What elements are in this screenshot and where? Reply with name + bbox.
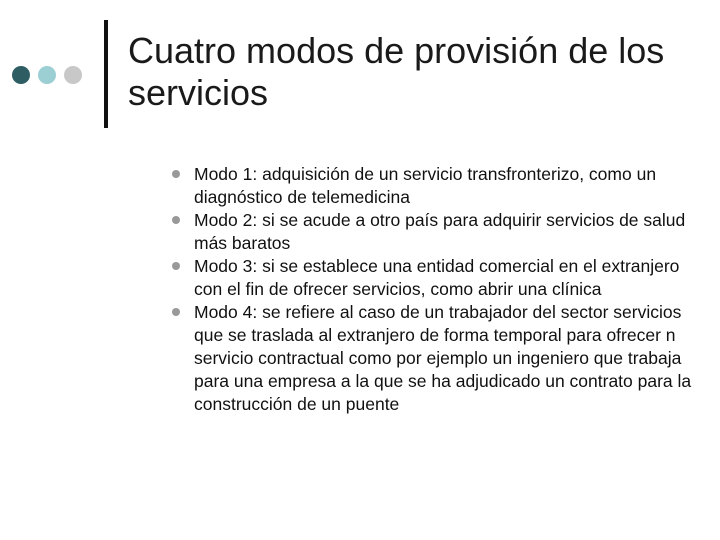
bullet-icon bbox=[172, 170, 180, 178]
bullet-list bbox=[172, 163, 700, 416]
bullet-icon bbox=[172, 262, 180, 270]
title-divider bbox=[104, 20, 108, 128]
grey-dot-icon bbox=[64, 66, 82, 84]
bullet-text: Modo 3: si se establece una entidad comercial en el extranjero con el fin de ofrecer servicios, como abrir una clínica bbox=[194, 256, 680, 299]
bullet-icon bbox=[172, 216, 180, 224]
bullet-item-mode-3 bbox=[172, 255, 700, 301]
bullet-text: Modo 4: se refiere al caso de un trabajador del sector servicios que se traslada al extranjero de forma temporal para ofrecer n servicio contractual como por ejemplo un ingeniero que trabaja para una empresa a la que se ha adjudicado un contrato para la construcción de un puente bbox=[194, 302, 692, 414]
slide-title: Cuatro modos de provisión de los servicios bbox=[128, 30, 665, 113]
decorative-dots bbox=[12, 66, 90, 84]
light-teal-dot-icon bbox=[38, 66, 56, 84]
dark-teal-dot-icon bbox=[12, 66, 30, 84]
bullet-text: Modo 1: adquisición de un servicio transfronterizo, como un diagnóstico de telemedicina bbox=[194, 164, 657, 207]
bullet-item-mode-4 bbox=[172, 301, 700, 416]
bullet-icon bbox=[172, 308, 180, 316]
bullet-text: Modo 2: si se acude a otro país para adquirir servicios de salud más baratos bbox=[194, 210, 686, 253]
bullet-item-mode-2 bbox=[172, 209, 700, 255]
bullet-item-mode-1 bbox=[172, 163, 700, 209]
